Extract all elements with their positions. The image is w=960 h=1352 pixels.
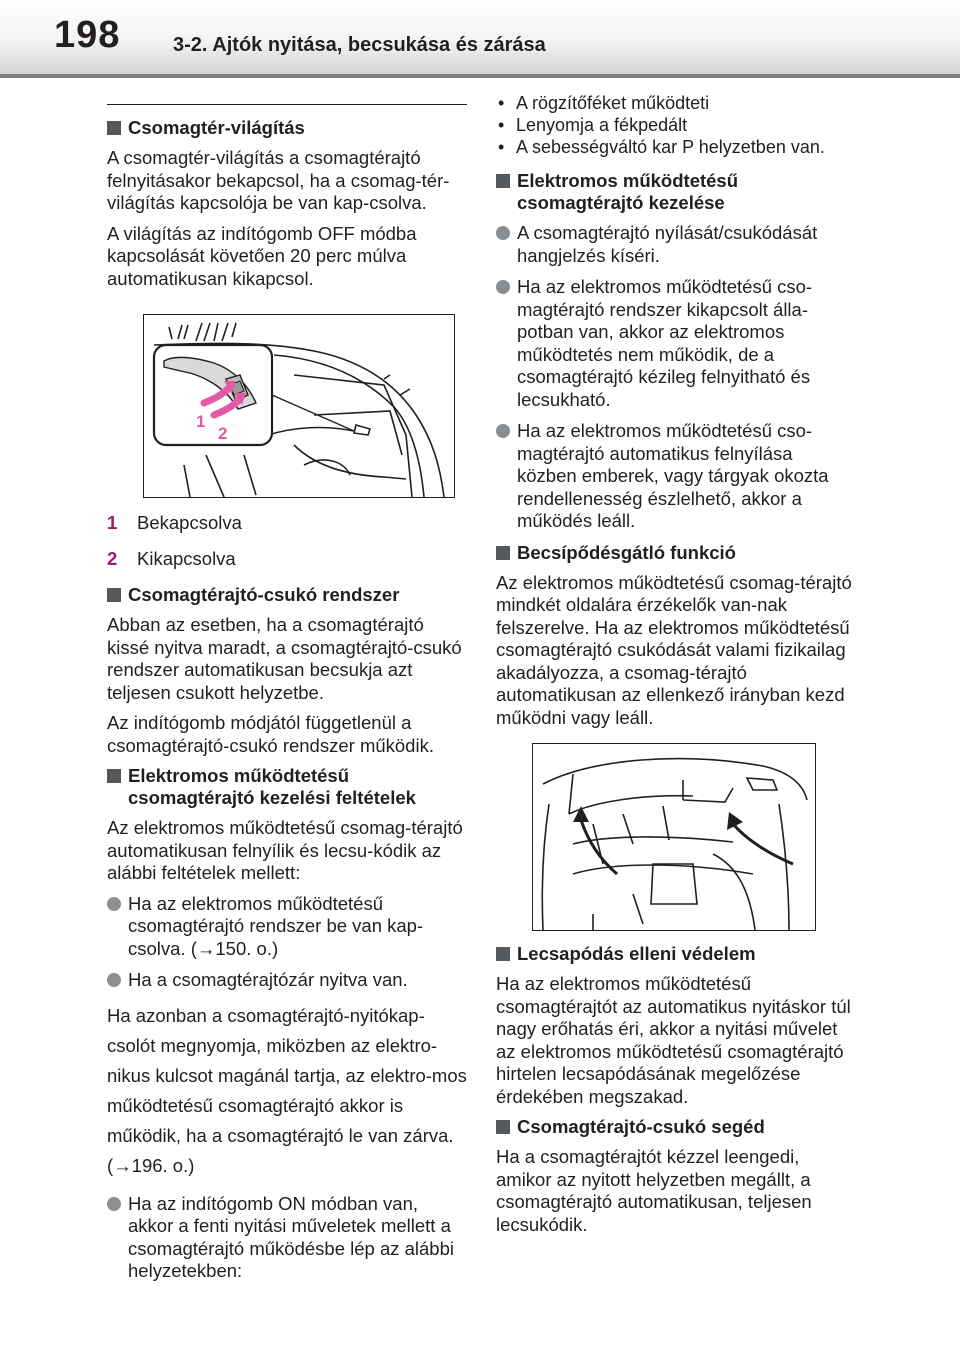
legend-number: 1 [107, 512, 118, 533]
conditions-list [496, 92, 856, 158]
paragraph: Ha az elektromos működtetésű csomagtérajtót az automatikus nyitáskor túl nagy erőhatás éri, akkor a nyitási művelet az elektromos működtetésű csomagtérajtó hirtelen lecsapódásának megelőzése érdekében megszakad. [496, 973, 851, 1107]
condition-item: • Lenyomja a fékpedált [498, 115, 688, 135]
bullet-item [107, 893, 467, 961]
section-marker-icon [496, 546, 510, 560]
bullet-item [496, 222, 856, 267]
bullet-item [496, 276, 856, 411]
section-title: Elektromos működtetésű csomagtérajtó kezelése [517, 170, 739, 213]
section-title: Elektromos működtetésű csomagtérajtó kezelési feltételek [128, 765, 416, 808]
section-marker-icon [496, 174, 510, 188]
paragraph: Abban az esetben, ha a csomagtérajtó kissé nyitva maradt, a csomagtérajtó-csukó rendszer automatikusan becsukja azt teljesen csukott helyzetbe. [107, 614, 462, 703]
bullet-item [496, 420, 856, 533]
bullet-dot-icon [107, 1197, 121, 1211]
legend-item-on [107, 512, 467, 534]
bullet-dot-icon [496, 424, 510, 438]
section-title: Csomagtér-világítás [128, 117, 305, 138]
section-heading-conditions [107, 765, 467, 809]
chapter-title: 3-2. Ajtók nyitása, becsukása és zárása [173, 34, 546, 56]
left-column [107, 92, 467, 1292]
condition-item: • A sebességváltó kar P helyzetben van. [498, 137, 825, 157]
luggage-light-switch-figure [143, 314, 455, 498]
right-column [496, 92, 856, 1244]
bullet-text: Ha az elektromos működtetésű csomagtérajtó rendszer be van kap-csolva. (→150. o.) [128, 892, 424, 959]
legend-label: Bekapcsolva [137, 512, 242, 533]
legend-item-off [107, 548, 467, 570]
open-tailgate-illustration [533, 744, 815, 930]
section-title: Csomagtérajtó-csukó rendszer [128, 584, 400, 605]
section-marker-icon [107, 769, 121, 783]
bullet-text: Ha az elektromos működtetésű cso-magtérajtó automatikus felnyílása közben emberek, vagy tárgyak okozta rendellenesség észlelhető, akkor a működés leáll. [517, 420, 829, 531]
bullet-text: Ha az indítógomb ON módban van, akkor a fenti nyitási műveletek mellett a csomagtérajtó működésbe lép az alábbi helyzetekben: [128, 1192, 454, 1281]
paragraph: Az elektromos működtetésű csomag-térajtó automatikusan felnyílik és lecsu-kódik az alábbi feltételek mellett: [107, 817, 463, 883]
section-heading-jam-protection [496, 542, 856, 564]
bullet-text: A csomagtérajtó nyílását/csukódását hangjelzés kíséri. [517, 222, 818, 266]
bullet-text: Ha az elektromos működtetésű cso-magtérajtó rendszer kikapcsolt álla-potban van, akkor az elektromos működtetés nem működik, de a csomagtérajtó kézileg felnyitható és lecsukható. [517, 276, 813, 410]
section-marker-icon [107, 588, 121, 602]
section-marker-icon [107, 121, 121, 135]
bullet-dot-icon [496, 280, 510, 294]
page-number: 198 [54, 14, 121, 56]
bullet-item [107, 969, 467, 992]
section-heading-operation [496, 170, 856, 214]
bullet-item [107, 1193, 467, 1283]
section-heading-slam-protection [496, 943, 856, 965]
section-title: Csomagtérajtó-csukó segéd [517, 1116, 765, 1137]
column-top-rule [107, 104, 467, 115]
legend-label: Kikapcsolva [137, 548, 236, 569]
section-heading-lighting [107, 117, 467, 139]
section-marker-icon [496, 947, 510, 961]
section-marker-icon [496, 1120, 510, 1134]
tailgate-sensor-figure [532, 743, 816, 931]
section-heading-closer-assist [496, 1116, 856, 1138]
section-title: Becsípődésgátló funkció [517, 541, 736, 563]
condition-text: A rögzítőféket működteti [516, 93, 710, 113]
section-title: Lecsapódás elleni védelem [517, 943, 756, 964]
condition-text: A sebességváltó kar P helyzetben van. [516, 137, 825, 157]
condition-text: Lenyomja a fékpedált [516, 115, 688, 135]
trunk-interior-illustration [144, 315, 454, 497]
callout-2-label: 2 [218, 424, 228, 443]
section-heading-closer [107, 584, 467, 606]
paragraph: Ha azonban a csomagtérajtó-nyitókap-csolót megnyomja, miközben az elektro-nikus kulcsot magánál tartja, az elektro-mos működtetésű csomagtérajtó akkor is működik, ha a csomagtérajtó le van zárva. (→196. o.) [107, 1004, 467, 1176]
bullet-dot-icon [107, 897, 121, 911]
paragraph: A világítás az indítógomb OFF módba kapcsolását követően 20 perc múlva automatikusan kikapcsol. [107, 222, 417, 289]
bullet-dot-icon [496, 226, 510, 240]
bullet-text: Ha a csomagtérajtózár nyitva van. [128, 969, 408, 990]
paragraph: Az indítógomb módjától függetlenül a csomagtérajtó-csukó rendszer működik. [107, 712, 434, 756]
legend-number: 2 [107, 548, 118, 569]
inset-callout [154, 345, 354, 445]
callout-1-label: 1 [196, 412, 206, 431]
bullet-dot-icon [107, 973, 121, 987]
paragraph: A csomagtér-világítás a csomagtérajtó felnyitásakor bekapcsol, ha a csomag-tér-világítás kapcsolója be van kap-csolva. [107, 147, 450, 213]
condition-item: • A rögzítőféket működteti [498, 93, 710, 113]
paragraph: Az elektromos működtetésű csomag-térajtó mindkét oldalára érzékelők van-nak felszerelve. Ha az elektromos működtetésű csomagtérajtó csukódását valami fizikailag akadályozza, a csomag-térajtó automatikusan az ellenkező irányban kezd működni vagy leáll. [496, 571, 852, 728]
header-rule [0, 74, 960, 78]
paragraph: Ha a csomagtérajtót kézzel leengedi, amikor az nyitott helyzetben megállt, a csomagtérajtó automatikusan, teljesen lecsukódik. [496, 1146, 812, 1235]
page-header [0, 0, 960, 80]
